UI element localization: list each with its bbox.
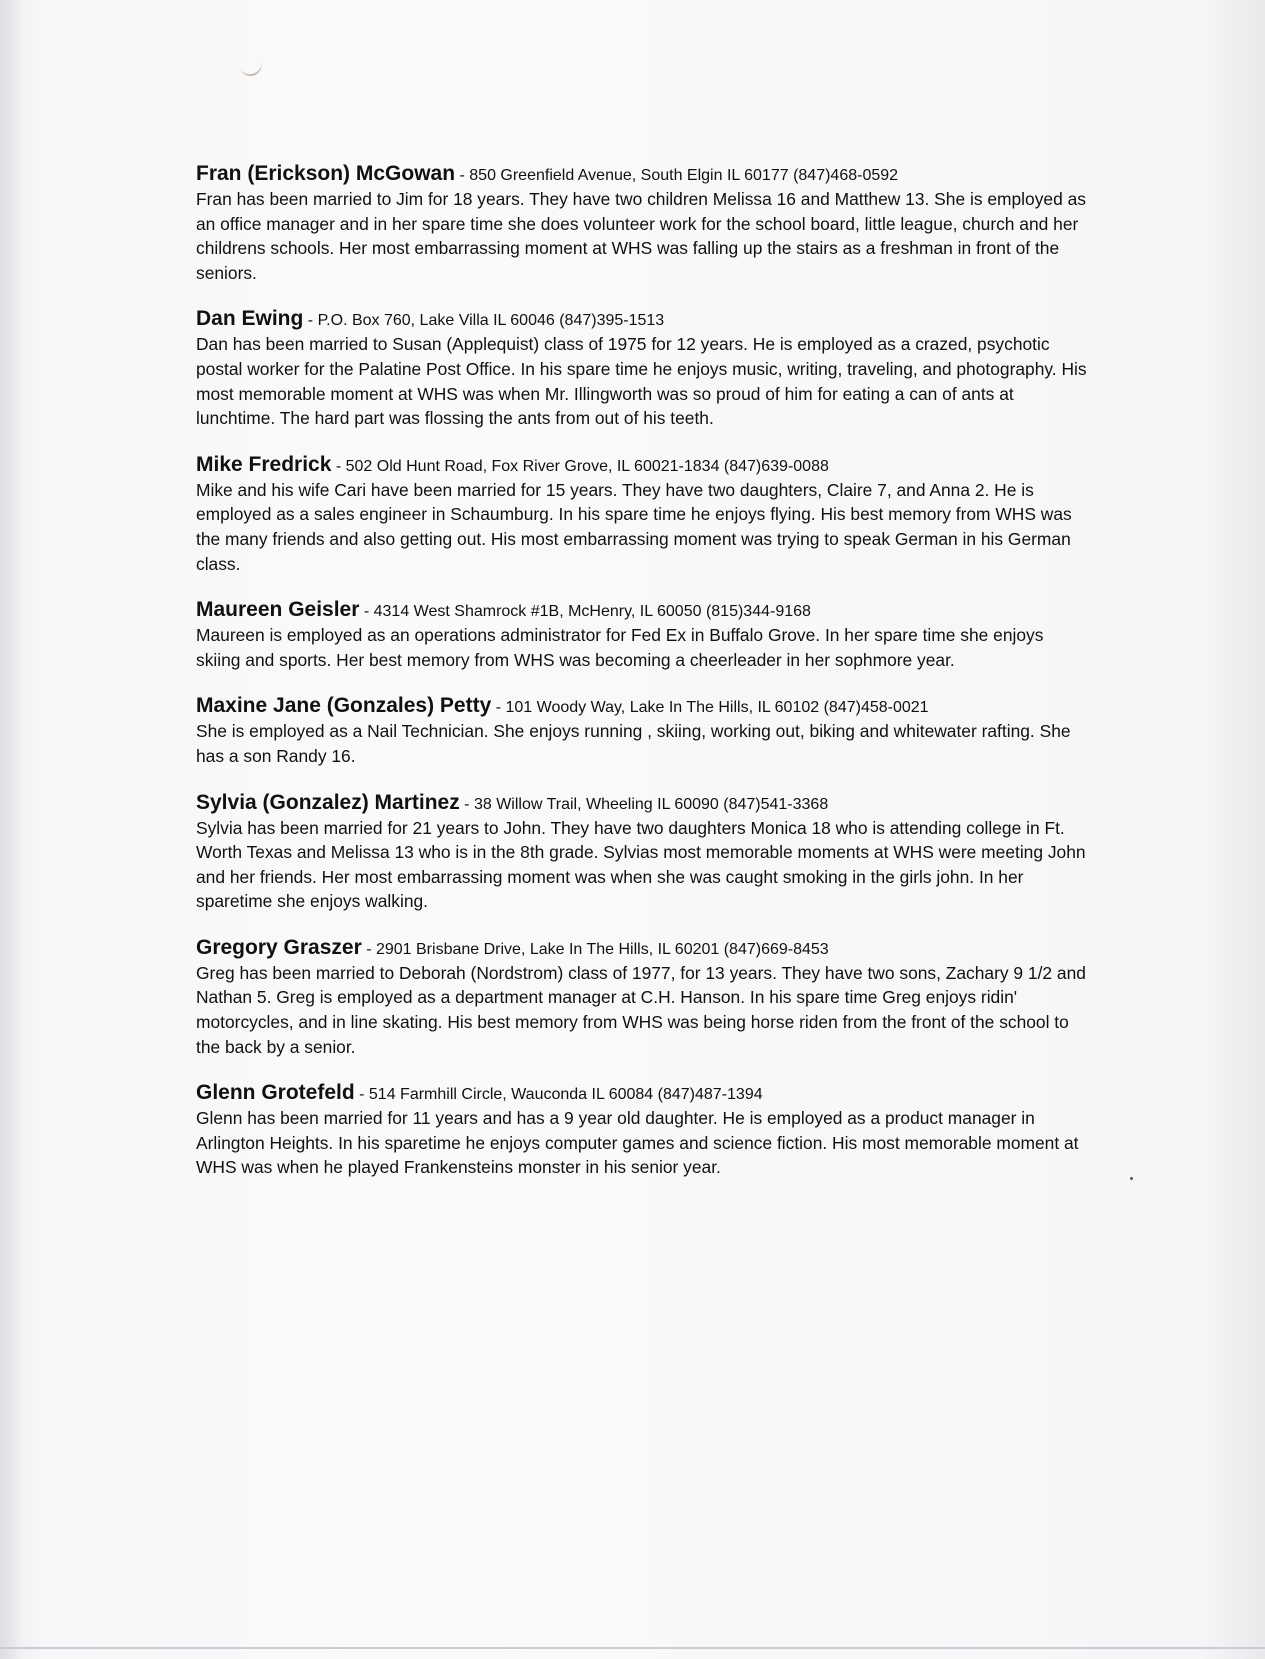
alumni-contact: - 2901 Brisbane Drive, Lake In The Hills, IL 60201 (847)669-8453 [361,940,829,958]
page-edge-shadow [0,0,22,1659]
alumni-contact: - 38 Willow Trail, Wheeling IL 60090 (847)541-3368 [459,795,829,813]
alumni-entry [196,936,1090,1059]
alumni-contact: - 101 Woody Way, Lake In The Hills, IL 60102 (847)458-0021 [491,699,929,717]
alumni-entry [196,307,1090,430]
alumni-contact: - 850 Greenfield Avenue, South Elgin IL 60177 (847)468-0592 [455,167,899,184]
entry-header [196,936,1090,961]
alumni-bio: Dan has been married to Susan (Applequist) class of 1975 for 12 years. He is employed as a crazed, psychotic postal worker for the Palatine Post Office. In his spare time he enjoys music, writing, traveling, and photography. His most memorable moment at WHS was when Mr. Illingworth was so proud of him for eating a can of ants at lunchtime. The hard part was flossing the ants from out of his teeth. [196,334,1087,429]
alumni-entry [196,791,1090,914]
alumni-bio: Glenn has been married for 11 years and has a 9 year old daughter. He is employed as a product manager in Arlington Heights. In his sparetime he enjoys computer games and science fiction. His most memorable moment at WHS was when he played Frankensteins monster in his senior year. [196,1108,1079,1178]
alumni-contact: - 514 Farmhill Circle, Wauconda IL 60084 (847)487-1394 [354,1086,763,1104]
alumni-contact: - 4314 West Shamrock #1B, McHenry, IL 60050 (815)344-9168 [359,603,811,621]
alumni-entry [196,694,1090,768]
entry-header [196,694,1090,719]
alumni-contact: - 502 Old Hunt Road, Fox River Grove, IL 60021-1834 (847)639-0088 [331,457,829,475]
alumni-name: Maxine Jane (Gonzales) Petty [196,694,492,718]
alumni-name: Fran (Erickson) McGowan [196,162,456,185]
alumni-name: Gregory Graszer [196,935,362,959]
speck [1130,1177,1133,1180]
entry-header [196,162,1090,187]
alumni-name: Glenn Grotefeld [196,1081,355,1105]
alumni-list [196,162,1090,1202]
alumni-entry [196,453,1090,576]
alumni-name: Sylvia (Gonzalez) Martinez [196,790,460,814]
alumni-bio: Greg has been married to Deborah (Nordstrom) class of 1977, for 13 years. They have two sons, Zachary 9 1/2 and Nathan 5. Greg is employed as a department manager at C.H. Hanson. In his spare time Greg enjoys ridin' motorcycles, and in line skating. His best memory from WHS was being horse riden from the front of the school to the back by a senior. [196,962,1086,1057]
entry-header [196,307,1090,332]
entry-header [196,1081,1090,1106]
alumni-name: Maureen Geisler [196,598,360,622]
page-bottom-edge [0,1647,1265,1649]
pen-mark [238,55,264,78]
alumni-entry [196,1081,1090,1180]
alumni-entry [196,598,1090,672]
alumni-bio: Mike and his wife Cari have been married for 15 years. They have two daughters, Claire 7, and Anna 2. He is employed as a sales engineer in Schaumburg. In his spare time he enjoys flying. His best memory from WHS was the many friends and also getting out. His most embarrassing moment was trying to speak German in his German class. [196,479,1072,574]
alumni-bio: She is employed as a Nail Technician. She enjoys running , skiing, working out, biking and whitewater rafting. She has a son Randy 16. [196,721,1071,766]
entry-header [196,453,1090,478]
alumni-name: Mike Fredrick [196,452,332,476]
alumni-entry [196,162,1090,285]
alumni-name: Dan Ewing [196,307,304,331]
alumni-contact: - P.O. Box 760, Lake Villa IL 60046 (847)395-1513 [303,312,665,330]
alumni-bio: Sylvia has been married for 21 years to John. They have two daughters Monica 18 who is attending college in Ft. Worth Texas and Melissa 13 who is in the 8th grade. Sylvias most memorable moments at WHS were meeting John and her friends. Her most embarrassing moment was when she was caught smoking in the girls john. In her sparetime she enjoys walking. [196,817,1086,912]
alumni-bio: Maureen is employed as an operations administrator for Fed Ex in Buffalo Grove. In her spare time she enjoys skiing and sports. Her best memory from WHS was becoming a cheerleader in her sophmore year. [196,625,1044,670]
entry-header [196,791,1090,816]
alumni-bio: Fran has been married to Jim for 18 years. They have two children Melissa 16 and Matthew 13. She is employed as an office manager and in her spare time she does volunteer work for the school board, little league, church and her childrens schools. Her most embarrassing moment at WHS was falling up the stairs as a freshman in front of the seniors. [196,189,1086,283]
entry-header [196,598,1090,623]
